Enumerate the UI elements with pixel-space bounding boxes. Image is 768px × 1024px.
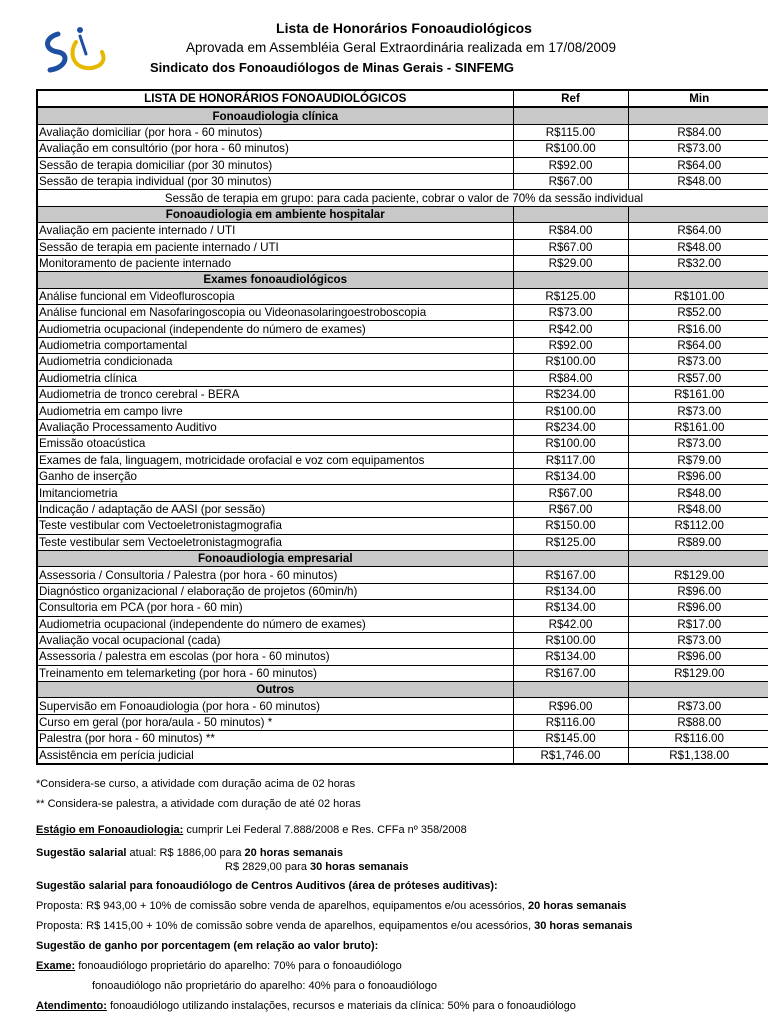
section-header-row bbox=[37, 107, 768, 124]
table-row bbox=[37, 485, 768, 501]
row-ref-value: R$92.00 bbox=[513, 157, 628, 173]
exame-label: Exame: bbox=[36, 960, 76, 972]
row-label: Audiometria comportamental bbox=[37, 337, 513, 353]
row-ref-value: R$125.00 bbox=[513, 288, 628, 304]
note-salarial-2 bbox=[36, 860, 756, 874]
note-exame bbox=[36, 956, 756, 976]
section-title: Fonoaudiologia em ambiente hospitalar bbox=[37, 206, 513, 222]
section-title: Exames fonoaudiológicos bbox=[37, 272, 513, 288]
row-label: Monitoramento de paciente internado bbox=[37, 255, 513, 271]
table-row bbox=[37, 255, 768, 271]
note-centros-title: Sugestão salarial para fonoaudiólogo de Centros Auditivos (área de próteses auditivas): bbox=[36, 880, 498, 892]
table-row bbox=[37, 223, 768, 239]
table-row bbox=[37, 305, 768, 321]
note-palestra: ** Considera-se palestra, a atividade com duração de até 02 horas bbox=[36, 798, 361, 810]
row-label: Indicação / adaptação de AASI (por sessão) bbox=[37, 501, 513, 517]
row-label: Avaliação em paciente internado / UTI bbox=[37, 223, 513, 239]
table-row bbox=[37, 157, 768, 173]
row-label: Avaliação domiciliar (por hora - 60 minutos) bbox=[37, 124, 513, 140]
row-min-value: R$116.00 bbox=[628, 731, 768, 747]
section-title: Fonoaudiologia empresarial bbox=[37, 550, 513, 566]
table-row bbox=[37, 583, 768, 599]
salarial-bold1: 20 horas semanais bbox=[244, 847, 343, 859]
table-row bbox=[37, 731, 768, 747]
table-row bbox=[37, 468, 768, 484]
table-row bbox=[37, 501, 768, 517]
note-estagio bbox=[36, 820, 756, 840]
section-blank-min bbox=[628, 550, 768, 566]
row-label: Supervisão em Fonoaudiologia (por hora - 60 minutos) bbox=[37, 698, 513, 714]
row-label: Avaliação vocal ocupacional (cada) bbox=[37, 632, 513, 648]
proposta2-bold: 30 horas semanais bbox=[534, 920, 633, 932]
table-row bbox=[37, 173, 768, 189]
row-ref-value: R$100.00 bbox=[513, 354, 628, 370]
section-header-row bbox=[37, 206, 768, 222]
row-ref-value: R$100.00 bbox=[513, 632, 628, 648]
row-ref-value: R$96.00 bbox=[513, 698, 628, 714]
row-label: Audiometria em campo livre bbox=[37, 403, 513, 419]
column-header-min: Min bbox=[628, 90, 768, 107]
row-min-value: R$112.00 bbox=[628, 518, 768, 534]
section-blank-ref bbox=[513, 206, 628, 222]
row-min-value: R$161.00 bbox=[628, 387, 768, 403]
row-label: Avaliação Processamento Auditivo bbox=[37, 419, 513, 435]
estagio-label: Estágio em Fonoaudiologia: bbox=[36, 824, 184, 836]
row-ref-value: R$100.00 bbox=[513, 436, 628, 452]
section-title: Outros bbox=[37, 682, 513, 698]
section-blank-ref bbox=[513, 107, 628, 124]
estagio-text: cumprir Lei Federal 7.888/2008 e Res. CFFa nº 358/2008 bbox=[183, 824, 467, 836]
row-label: Teste vestibular sem Vectoeletronistagmografia bbox=[37, 534, 513, 550]
row-ref-value: R$67.00 bbox=[513, 501, 628, 517]
salarial-label: Sugestão salarial bbox=[36, 847, 127, 859]
table-row bbox=[37, 665, 768, 681]
row-min-value: R$101.00 bbox=[628, 288, 768, 304]
row-label: Análise funcional em Videofluroscopia bbox=[37, 288, 513, 304]
proposta2-text: Proposta: R$ 1415,00 + 10% de comissão sobre venda de aparelhos, equipamentos e/ou acessórios, bbox=[36, 920, 535, 932]
table-row bbox=[37, 337, 768, 353]
row-ref-value: R$134.00 bbox=[513, 649, 628, 665]
row-label: Audiometria condicionada bbox=[37, 354, 513, 370]
section-title: Fonoaudiologia clínica bbox=[37, 107, 513, 124]
row-min-value: R$64.00 bbox=[628, 157, 768, 173]
row-label: Exames de fala, linguagem, motricidade orofacial e voz com equipamentos bbox=[37, 452, 513, 468]
fees-table bbox=[36, 89, 768, 765]
row-ref-value: R$116.00 bbox=[513, 714, 628, 730]
row-ref-value: R$145.00 bbox=[513, 731, 628, 747]
proposta1-bold: 20 horas semanais bbox=[527, 900, 627, 912]
row-min-value: R$89.00 bbox=[628, 534, 768, 550]
row-min-value: R$48.00 bbox=[628, 239, 768, 255]
note-salarial bbox=[36, 846, 756, 860]
row-min-value: R$73.00 bbox=[628, 354, 768, 370]
table-header-row bbox=[37, 90, 768, 107]
table-row bbox=[37, 518, 768, 534]
row-min-value: R$48.00 bbox=[628, 501, 768, 517]
row-min-value: R$84.00 bbox=[628, 124, 768, 140]
row-ref-value: R$42.00 bbox=[513, 321, 628, 337]
table-row bbox=[37, 436, 768, 452]
section-blank-min bbox=[628, 107, 768, 124]
section-blank-ref bbox=[513, 682, 628, 698]
row-min-value: R$48.00 bbox=[628, 173, 768, 189]
row-label: Imitanciometria bbox=[37, 485, 513, 501]
row-label: Assessoria / palestra em escolas (por hora - 60 minutos) bbox=[37, 649, 513, 665]
row-label: Assistência em perícia judicial bbox=[37, 747, 513, 764]
row-min-value: R$73.00 bbox=[628, 403, 768, 419]
section-blank-min bbox=[628, 682, 768, 698]
row-min-value: R$64.00 bbox=[628, 223, 768, 239]
row-ref-value: R$67.00 bbox=[513, 485, 628, 501]
section-blank-ref bbox=[513, 272, 628, 288]
table-row bbox=[37, 534, 768, 550]
row-ref-value: R$167.00 bbox=[513, 665, 628, 681]
row-label: Teste vestibular com Vectoeletronistagmografia bbox=[37, 518, 513, 534]
row-min-value: R$73.00 bbox=[628, 632, 768, 648]
row-ref-value: R$134.00 bbox=[513, 583, 628, 599]
row-min-value: R$129.00 bbox=[628, 567, 768, 583]
row-ref-value: R$67.00 bbox=[513, 173, 628, 189]
row-label: Curso em geral (por hora/aula - 50 minutos) * bbox=[37, 714, 513, 730]
table-row bbox=[37, 124, 768, 140]
section-header-row bbox=[37, 272, 768, 288]
row-label: Diagnóstico organizacional / elaboração de projetos (60min/h) bbox=[37, 583, 513, 599]
row-ref-value: R$92.00 bbox=[513, 337, 628, 353]
table-row bbox=[37, 452, 768, 468]
section-note-row bbox=[37, 190, 768, 206]
page-title: Lista de Honorários Fonoaudiológicos bbox=[276, 20, 532, 36]
table-row bbox=[37, 419, 768, 435]
table-row bbox=[37, 288, 768, 304]
row-min-value: R$57.00 bbox=[628, 370, 768, 386]
row-ref-value: R$100.00 bbox=[513, 403, 628, 419]
section-header-row bbox=[37, 550, 768, 566]
row-ref-value: R$150.00 bbox=[513, 518, 628, 534]
atendimento-label: Atendimento: bbox=[36, 1000, 107, 1012]
column-header-title: LISTA DE HONORÁRIOS FONOAUDIOLÓGICOS bbox=[37, 90, 513, 107]
table-row bbox=[37, 567, 768, 583]
row-min-value: R$32.00 bbox=[628, 255, 768, 271]
row-min-value: R$64.00 bbox=[628, 337, 768, 353]
row-min-value: R$79.00 bbox=[628, 452, 768, 468]
row-label: Sessão de terapia individual (por 30 minutos) bbox=[37, 173, 513, 189]
page-subtitle: Aprovada em Assembléia Geral Extraordinária realizada em 17/08/2009 bbox=[186, 40, 616, 55]
table-row bbox=[37, 403, 768, 419]
row-label: Sessão de terapia domiciliar (por 30 minutos) bbox=[37, 157, 513, 173]
row-ref-value: R$84.00 bbox=[513, 370, 628, 386]
row-ref-value: R$117.00 bbox=[513, 452, 628, 468]
row-ref-value: R$125.00 bbox=[513, 534, 628, 550]
row-ref-value: R$84.00 bbox=[513, 223, 628, 239]
note-ganho-title: Sugestão de ganho por porcentagem (em relação ao valor bruto): bbox=[36, 940, 379, 952]
row-min-value: R$161.00 bbox=[628, 419, 768, 435]
salarial-bold2: 30 horas semanais bbox=[310, 861, 409, 873]
row-label: Emissão otoacústica bbox=[37, 436, 513, 452]
salarial-text1: atual: R$ 1886,00 para bbox=[126, 847, 245, 859]
note-proposta-1 bbox=[36, 896, 756, 916]
row-min-value: R$96.00 bbox=[628, 468, 768, 484]
row-min-value: R$52.00 bbox=[628, 305, 768, 321]
section-note: Sessão de terapia em grupo: para cada paciente, cobrar o valor de 70% da sessão individual bbox=[37, 190, 768, 206]
row-min-value: R$1,138.00 bbox=[628, 747, 768, 764]
row-ref-value: R$67.00 bbox=[513, 239, 628, 255]
row-ref-value: R$115.00 bbox=[513, 124, 628, 140]
row-min-value: R$129.00 bbox=[628, 665, 768, 681]
table-row bbox=[37, 141, 768, 157]
row-ref-value: R$100.00 bbox=[513, 141, 628, 157]
table-row bbox=[37, 387, 768, 403]
row-min-value: R$96.00 bbox=[628, 583, 768, 599]
table-row bbox=[37, 239, 768, 255]
atendimento-text: fonoaudiólogo utilizando instalações, recursos e materiais da clínica: 50% para o fonoaudiólogo bbox=[106, 1000, 576, 1012]
row-label: Sessão de terapia em paciente internado / UTI bbox=[37, 239, 513, 255]
organization-name: Sindicato dos Fonoaudiólogos de Minas Gerais - SINFEMG bbox=[150, 60, 515, 75]
section-blank-min bbox=[628, 272, 768, 288]
row-min-value: R$73.00 bbox=[628, 141, 768, 157]
note-exame-2: fonoaudiólogo não proprietário do aparelho: 40% para o fonoaudiólogo bbox=[92, 980, 437, 992]
row-ref-value: R$73.00 bbox=[513, 305, 628, 321]
row-label: Consultoria em PCA (por hora - 60 min) bbox=[37, 600, 513, 616]
notes-section bbox=[36, 774, 756, 1016]
row-label: Audiometria clínica bbox=[37, 370, 513, 386]
table-row bbox=[37, 632, 768, 648]
table-row bbox=[37, 616, 768, 632]
row-label: Avaliação em consultório (por hora - 60 minutos) bbox=[37, 141, 513, 157]
row-min-value: R$96.00 bbox=[628, 649, 768, 665]
row-label: Audiometria de tronco cerebral - BERA bbox=[37, 387, 513, 403]
table-row bbox=[37, 714, 768, 730]
table-row bbox=[37, 649, 768, 665]
row-ref-value: R$42.00 bbox=[513, 616, 628, 632]
salarial-text2: R$ 2829,00 para bbox=[225, 861, 311, 873]
row-min-value: R$17.00 bbox=[628, 616, 768, 632]
table-row bbox=[37, 321, 768, 337]
row-label: Assessoria / Consultoria / Palestra (por hora - 60 minutos) bbox=[37, 567, 513, 583]
row-label: Treinamento em telemarketing (por hora - 60 minutos) bbox=[37, 665, 513, 681]
row-ref-value: R$234.00 bbox=[513, 387, 628, 403]
row-label: Audiometria ocupacional (independente do número de exames) bbox=[37, 616, 513, 632]
row-min-value: R$73.00 bbox=[628, 698, 768, 714]
row-min-value: R$73.00 bbox=[628, 436, 768, 452]
note-proposta-2 bbox=[36, 916, 756, 936]
row-ref-value: R$134.00 bbox=[513, 600, 628, 616]
column-header-ref: Ref bbox=[513, 90, 628, 107]
exame-text: fonoaudiólogo proprietário do aparelho: 70% para o fonoaudiólogo bbox=[75, 960, 402, 972]
row-label: Ganho de inserção bbox=[37, 468, 513, 484]
row-min-value: R$48.00 bbox=[628, 485, 768, 501]
row-label: Audiometria ocupacional (independente do número de exames) bbox=[37, 321, 513, 337]
section-blank-min bbox=[628, 206, 768, 222]
row-min-value: R$96.00 bbox=[628, 600, 768, 616]
row-ref-value: R$134.00 bbox=[513, 468, 628, 484]
row-ref-value: R$234.00 bbox=[513, 419, 628, 435]
row-min-value: R$16.00 bbox=[628, 321, 768, 337]
table-row bbox=[37, 354, 768, 370]
table-row bbox=[37, 600, 768, 616]
section-blank-ref bbox=[513, 550, 628, 566]
row-label: Palestra (por hora - 60 minutos) ** bbox=[37, 731, 513, 747]
row-ref-value: R$29.00 bbox=[513, 255, 628, 271]
section-header-row bbox=[37, 682, 768, 698]
row-ref-value: R$167.00 bbox=[513, 567, 628, 583]
row-min-value: R$88.00 bbox=[628, 714, 768, 730]
table-body bbox=[37, 107, 768, 764]
note-atendimento bbox=[36, 996, 756, 1016]
table-row bbox=[37, 370, 768, 386]
note-curso: *Considera-se curso, a atividade com duração acima de 02 horas bbox=[36, 778, 356, 790]
table-row bbox=[37, 698, 768, 714]
table-row bbox=[37, 747, 768, 764]
proposta1-text: Proposta: R$ 943,00 + 10% de comissão sobre venda de aparelhos, equipamentos e/ou acessórios, bbox=[36, 900, 528, 912]
row-label: Análise funcional em Nasofaringoscopia ou Videonasolaringoestroboscopia bbox=[37, 305, 513, 321]
row-ref-value: R$1,746.00 bbox=[513, 747, 628, 764]
